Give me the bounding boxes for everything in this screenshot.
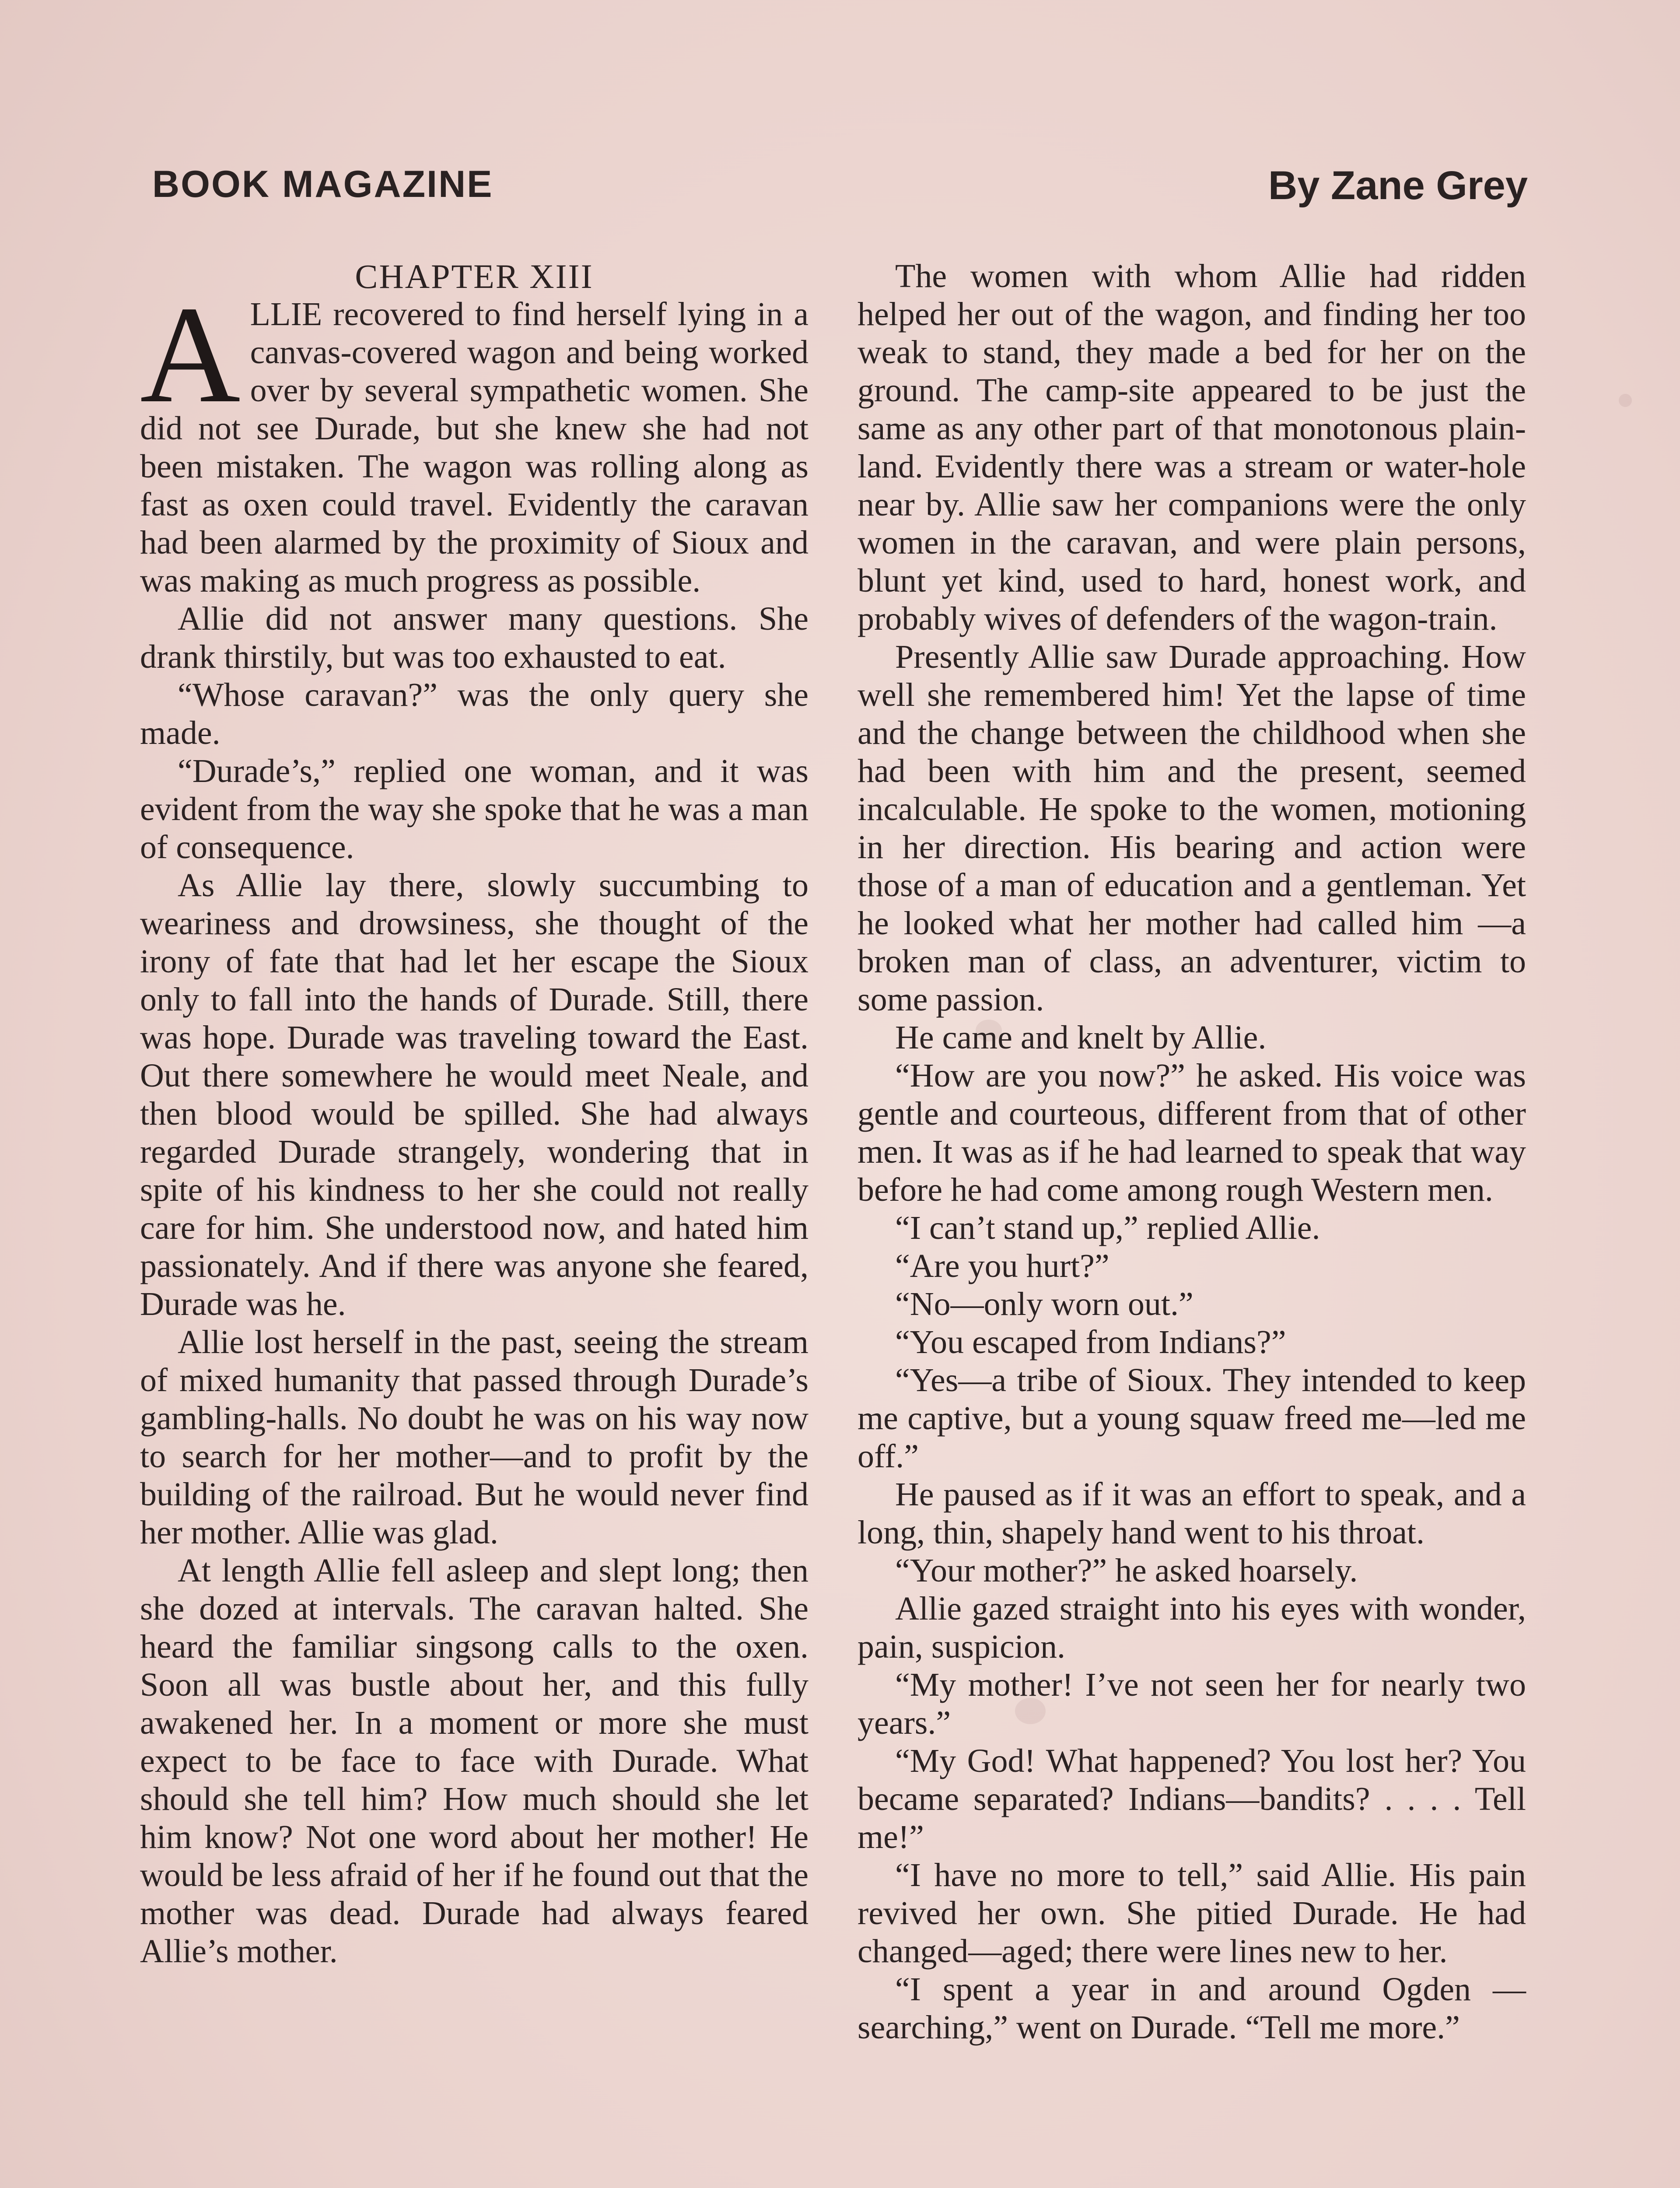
chapter-title: CHAPTER XIII — [355, 257, 594, 295]
paragraph: “Your mother?” he asked hoarsely. — [895, 1552, 1358, 1589]
paragraph: “I have no more to tell,” said Allie. His pain revived her own. She pitied Durade. He had changed—aged; there were lines new to her. — [858, 1857, 1526, 1970]
paragraph: At length Allie fell asleep and slept long; then she dozed at intervals. The caravan halted. She heard the familiar singsong calls to the oxen. Soon all was bustle about her, and this fully awakened her. In a moment or more she must expect to be face to face with Durade. What should she tell him? How much should she let him know? Not one word about her mother! He would be less afraid of her if he found out that the mother was dead. Durade had always feared Allie’s mother. — [140, 1552, 808, 1970]
paragraph: “Durade’s,” replied one woman, and it was evident from the way she spoke that he was a man of consequence. — [140, 753, 808, 866]
paragraph: “I can’t stand up,” replied Allie. — [895, 1210, 1320, 1246]
paragraph: “You escaped from Indians?” — [895, 1324, 1286, 1360]
paragraph: Presently Allie saw Durade approaching. How well she remembered him! Yet the lapse of time and the change between the childhood when she had been with him and the present, seemed incalculable. He spoke to the women, motioning in her direction. His bearing and action were those of a man of education and a gentleman. Yet he looked what her mother had called him —a broken man of class, an adventurer, victim to some passion. — [858, 638, 1526, 1018]
paragraph-text: LLIE recovered to find herself lying in a canvas-covered wagon and being worked over by several sympathetic women. She did not see Durade, but she knew she had not been mistaken. The wagon was rolling along as fast as oxen could travel. Evidently the caravan had been alarmed by the proximity of Sioux and was making as much progress as possible. — [140, 296, 808, 599]
left-column — [140, 257, 808, 1971]
paragraph: Allie gazed straight into his eyes with wonder, pain, suspicion. — [858, 1590, 1526, 1665]
right-column — [858, 257, 1526, 2047]
paragraph: He paused as if it was an effort to speak, and a long, thin, shapely hand went to his throat. — [858, 1476, 1526, 1551]
author-byline: By Zane Grey — [1268, 163, 1528, 208]
paragraph: “I spent a year in and around Ogden —searching,” went on Durade. “Tell me more.” — [858, 1971, 1526, 2046]
paragraph: The women with whom Allie had ridden helped her out of the wagon, and finding her too weak to stand, they made a bed for her on the ground. The camp-site appeared to be just the same as any other part of that monotonous plain-land. Evidently there was a stream or water-hole near by. Allie saw her companions were the only women in the caravan, and were plain persons, blunt yet kind, used to hard, honest work, and probably wives of defenders of the wagon-train. — [858, 258, 1526, 637]
opening-paragraph — [140, 277, 808, 600]
paper-stain — [1619, 394, 1632, 407]
paragraph: “My mother! I’ve not seen her for nearly two years.” — [858, 1666, 1526, 1741]
paragraph: He came and knelt by Allie. — [895, 1019, 1267, 1056]
paragraph: Allie lost herself in the past, seeing the stream of mixed humanity that passed through Durade’s gambling-halls. No doubt he was on his way now to search for her mother—and to profit by the building of the railroad. But he would never find her mother. Allie was glad. — [140, 1324, 808, 1551]
paragraph: “Whose caravan?” was the only query she made. — [140, 677, 808, 751]
paragraph: “Yes—a tribe of Sioux. They intended to keep me captive, but a young squaw freed me—led me off.” — [858, 1362, 1526, 1475]
paragraph: “How are you now?” he asked. His voice was gentle and courteous, different from that of other men. It was as if he had learned to speak that way before he had come among rough Western men. — [858, 1057, 1526, 1208]
drop-cap: A — [140, 277, 241, 431]
paragraph: Allie did not answer many questions. She drank thirstily, but was too exhausted to eat. — [140, 600, 808, 675]
paragraph: “No—only worn out.” — [895, 1286, 1194, 1322]
paragraph: “My God! What happened? You lost her? You became separated? Indians—bandits? . . . . Tell me!” — [858, 1743, 1526, 1855]
paragraph: “Are you hurt?” — [895, 1248, 1110, 1284]
magazine-title: BOOK MAGAZINE — [152, 163, 494, 205]
paragraph: As Allie lay there, slowly succumbing to weariness and drowsiness, she thought of the irony of fate that had let her escape the Sioux only to fall into the hands of Durade. Still, there was hope. Durade was traveling toward the East. Out there somewhere he would meet Neale, and then blood would be spilled. She had always regarded Durade strangely, wondering that in spite of his kindness to her she could not really care for him. She understood now, and hated him passionately. And if there was anyone she feared, Durade was he. — [140, 867, 808, 1322]
